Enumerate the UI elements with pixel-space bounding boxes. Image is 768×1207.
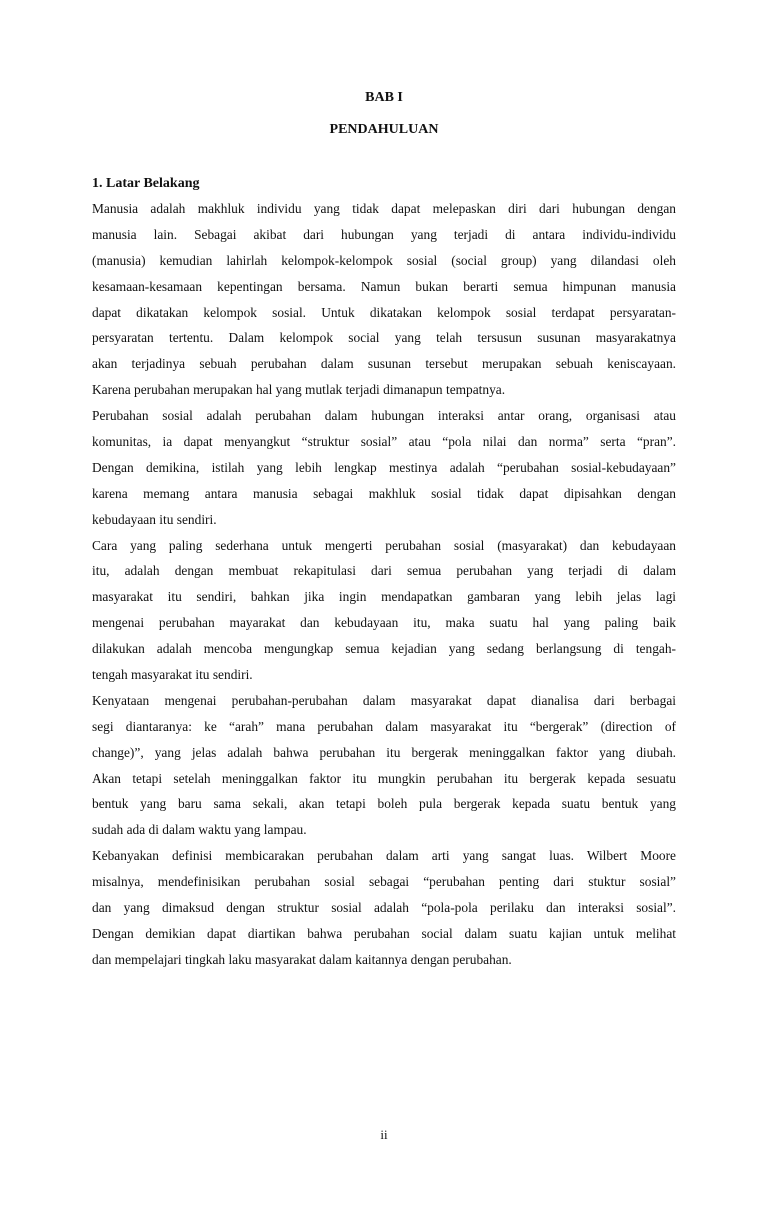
text-line: (manusia) kemudian lahirlah kelompok-kelompok sosial (social group) yang dilandasi oleh (92, 252, 676, 268)
text-line: bentuk yang baru sama sekali, akan tetapi boleh pula bergerak kepada suatu bentuk yang (92, 796, 676, 812)
text-line: Dengan demikina, istilah yang lebih lengkap mestinya adalah “perubahan sosial-kebudayaan” (92, 459, 676, 475)
text-line: Karena perubahan merupakan hal yang mutlak terjadi dimanapun tempatnya. (92, 382, 506, 398)
text-line: misalnya, mendefinisikan perubahan sosial sebagai “perubahan penting dari stuktur sosial” (92, 874, 676, 890)
section-heading: 1. Latar Belakang (92, 176, 200, 191)
page-number: ii (380, 1127, 388, 1142)
text-line: itu, adalah dengan membuat rekapitulasi dari semua perubahan yang terjadi di dalam (92, 563, 676, 579)
text-line: persyaratan tertentu. Dalam kelompok social yang telah tersusun susunan masyarakatnya (92, 330, 676, 346)
text-line: manusia lain. Sebagai akibat dari hubungan yang terjadi di antara individu-individu (92, 226, 676, 242)
text-line: Perubahan sosial adalah perubahan dalam hubungan interaksi antar orang, organisasi atau (92, 408, 676, 424)
text-line: karena memang antara manusia sebagai makhluk sosial tidak dapat dipisahkan dengan (92, 485, 676, 501)
text-line: Manusia adalah makhluk individu yang tidak dapat melepaskan diri dari hubungan dengan (92, 201, 676, 216)
text-line: akan terjadinya sebuah perubahan dalam susunan tersebut merupakan sebuah keniscayaan. (92, 356, 676, 372)
text-line: dan mempelajari tingkah laku masyarakat dalam kaitannya dengan perubahan. (92, 951, 512, 967)
text-line: segi diantaranya: ke “arah” mana perubahan dalam masyarakat itu “bergerak” (direction of (92, 718, 676, 734)
chapter-heading: BAB I (365, 90, 403, 105)
text-line: masyarakat itu sendiri, bahkan jika ingin mendapatkan gambaran yang lebih jelas lagi (92, 589, 676, 605)
text-line: change)”, yang jelas adalah bahwa perubahan itu bergerak meninggalkan faktor yang diubah. (92, 744, 676, 760)
text-line: Kenyataan mengenai perubahan-perubahan dalam masyarakat dapat dianalisa dari berbagai (92, 692, 676, 708)
text-line: tengah masyarakat itu sendiri. (92, 667, 253, 683)
text-line: komunitas, ia dapat menyangkut “struktur sosial” atau “pola nilai dan norma” serta “pran”. (92, 434, 676, 450)
text-line: sudah ada di dalam waktu yang lampau. (92, 822, 307, 838)
text-line: kesamaan-kesamaan kepentingan bersama. Namun bukan berarti semua himpunan manusia (92, 278, 676, 294)
text-line: kebudayaan itu sendiri. (92, 511, 217, 527)
chapter-title: PENDAHULUAN (329, 122, 439, 137)
text-line: mengenai perubahan mayarakat dan kebudayaan itu, maka suatu hal yang paling baik (92, 615, 676, 631)
text-line: dan yang dimaksud dengan struktur sosial adalah “pola-pola perilaku dan interaksi sosial”. (92, 900, 676, 916)
body-text (92, 196, 676, 973)
text-line: dapat dikatakan kelompok sosial. Untuk dikatakan kelompok sosial terdapat persyaratan- (92, 304, 676, 320)
text-line: Cara yang paling sederhana untuk mengerti perubahan sosial (masyarakat) dan kebudayaan (92, 537, 676, 553)
text-line: Kebanyakan definisi membicarakan perubahan dalam arti yang sangat luas. Wilbert Moore (92, 848, 676, 864)
text-line: Akan tetapi setelah meninggalkan faktor itu mungkin perubahan itu bergerak kepada sesuatu (92, 770, 676, 786)
text-line: Dengan demikian dapat diartikan bahwa perubahan social dalam suatu kajian untuk melihat (92, 925, 676, 941)
text-line: dilakukan adalah mencoba mengungkap semua kejadian yang sedang berlangsung di tengah- (92, 641, 676, 657)
